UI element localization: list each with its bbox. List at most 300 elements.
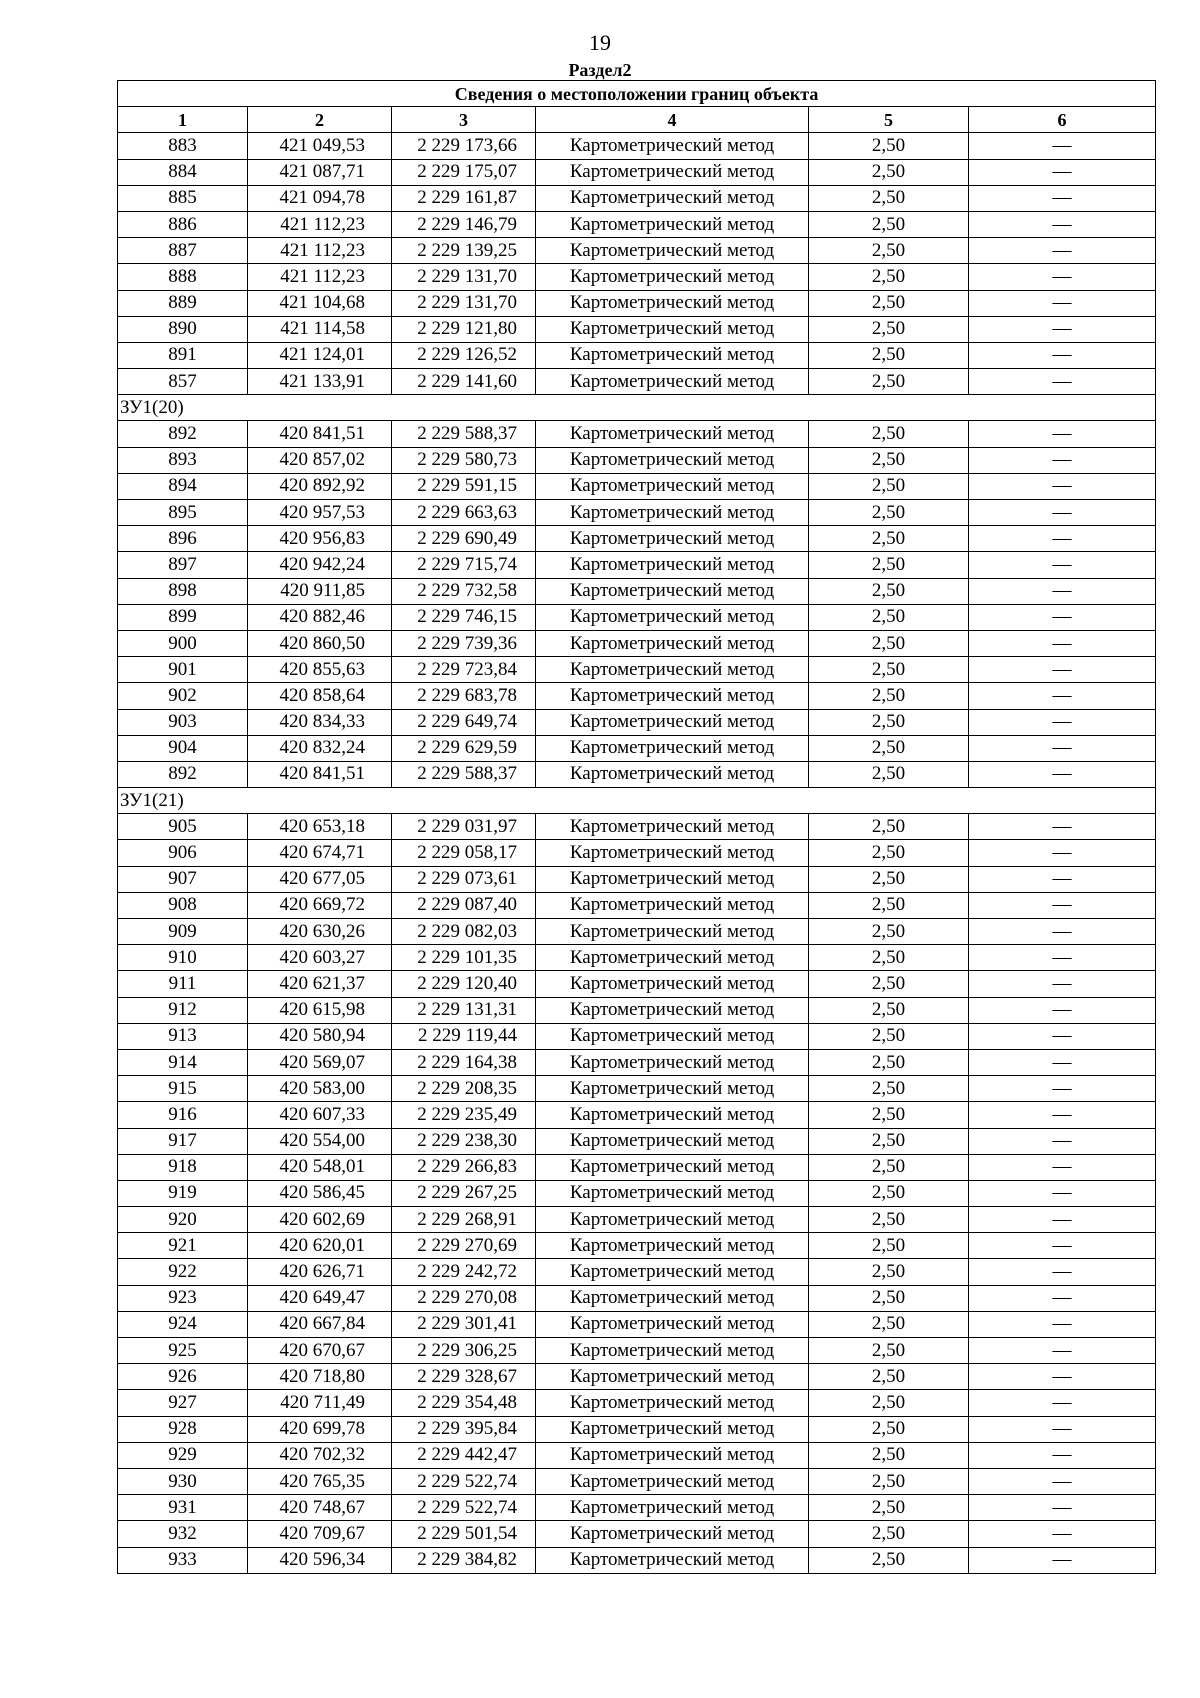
point-number-cell: 933 bbox=[118, 1547, 248, 1573]
method-cell: Картометрический метод bbox=[536, 1207, 809, 1233]
note-cell: — bbox=[969, 342, 1156, 368]
accuracy-cell: 2,50 bbox=[809, 630, 969, 656]
y-coordinate-cell: 2 229 175,07 bbox=[392, 159, 536, 185]
note-cell: — bbox=[969, 369, 1156, 395]
y-coordinate-cell: 2 229 301,41 bbox=[392, 1311, 536, 1337]
table-row bbox=[118, 264, 1156, 290]
y-coordinate-cell: 2 229 501,54 bbox=[392, 1521, 536, 1547]
point-number-cell: 905 bbox=[118, 814, 248, 840]
accuracy-cell: 2,50 bbox=[809, 840, 969, 866]
x-coordinate-cell: 420 677,05 bbox=[248, 866, 392, 892]
table-row bbox=[118, 683, 1156, 709]
point-number-cell: 888 bbox=[118, 264, 248, 290]
group-label: ЗУ1(21) bbox=[118, 788, 1156, 814]
table-row bbox=[118, 1259, 1156, 1285]
note-cell: — bbox=[969, 316, 1156, 342]
method-cell: Картометрический метод bbox=[536, 604, 809, 630]
accuracy-cell: 2,50 bbox=[809, 1416, 969, 1442]
accuracy-cell: 2,50 bbox=[809, 657, 969, 683]
accuracy-cell: 2,50 bbox=[809, 1180, 969, 1206]
table-row bbox=[118, 578, 1156, 604]
method-cell: Картометрический метод bbox=[536, 500, 809, 526]
x-coordinate-cell: 421 112,23 bbox=[248, 211, 392, 237]
method-cell: Картометрический метод bbox=[536, 578, 809, 604]
note-cell: — bbox=[969, 971, 1156, 997]
y-coordinate-cell: 2 229 139,25 bbox=[392, 238, 536, 264]
accuracy-cell: 2,50 bbox=[809, 578, 969, 604]
point-number-cell: 920 bbox=[118, 1207, 248, 1233]
x-coordinate-cell: 420 554,00 bbox=[248, 1128, 392, 1154]
point-number-cell: 906 bbox=[118, 840, 248, 866]
note-cell: — bbox=[969, 814, 1156, 840]
x-coordinate-cell: 420 765,35 bbox=[248, 1468, 392, 1494]
method-cell: Картометрический метод bbox=[536, 1154, 809, 1180]
accuracy-cell: 2,50 bbox=[809, 761, 969, 787]
accuracy-cell: 2,50 bbox=[809, 1049, 969, 1075]
accuracy-cell: 2,50 bbox=[809, 552, 969, 578]
point-number-cell: 932 bbox=[118, 1521, 248, 1547]
accuracy-cell: 2,50 bbox=[809, 604, 969, 630]
x-coordinate-cell: 420 858,64 bbox=[248, 683, 392, 709]
point-number-cell: 928 bbox=[118, 1416, 248, 1442]
y-coordinate-cell: 2 229 306,25 bbox=[392, 1338, 536, 1364]
note-cell: — bbox=[969, 761, 1156, 787]
table-row bbox=[118, 552, 1156, 578]
method-cell: Картометрический метод bbox=[536, 683, 809, 709]
method-cell: Картометрический метод bbox=[536, 133, 809, 159]
y-coordinate-cell: 2 229 164,38 bbox=[392, 1049, 536, 1075]
note-cell: — bbox=[969, 1180, 1156, 1206]
point-number-cell: 886 bbox=[118, 211, 248, 237]
accuracy-cell: 2,50 bbox=[809, 1128, 969, 1154]
y-coordinate-cell: 2 229 588,37 bbox=[392, 761, 536, 787]
accuracy-cell: 2,50 bbox=[809, 1023, 969, 1049]
group-label: ЗУ1(20) bbox=[118, 395, 1156, 421]
point-number-cell: 921 bbox=[118, 1233, 248, 1259]
accuracy-cell: 2,50 bbox=[809, 369, 969, 395]
y-coordinate-cell: 2 229 270,69 bbox=[392, 1233, 536, 1259]
x-coordinate-cell: 420 702,32 bbox=[248, 1442, 392, 1468]
method-cell: Картометрический метод bbox=[536, 945, 809, 971]
note-cell: — bbox=[969, 1364, 1156, 1390]
note-cell: — bbox=[969, 1128, 1156, 1154]
point-number-cell: 917 bbox=[118, 1128, 248, 1154]
point-number-cell: 907 bbox=[118, 866, 248, 892]
method-cell: Картометрический метод bbox=[536, 473, 809, 499]
x-coordinate-cell: 421 114,58 bbox=[248, 316, 392, 342]
accuracy-cell: 2,50 bbox=[809, 683, 969, 709]
accuracy-cell: 2,50 bbox=[809, 133, 969, 159]
method-cell: Картометрический метод bbox=[536, 1338, 809, 1364]
y-coordinate-cell: 2 229 119,44 bbox=[392, 1023, 536, 1049]
method-cell: Картометрический метод bbox=[536, 316, 809, 342]
note-cell: — bbox=[969, 578, 1156, 604]
y-coordinate-cell: 2 229 715,74 bbox=[392, 552, 536, 578]
table-row bbox=[118, 657, 1156, 683]
x-coordinate-cell: 420 841,51 bbox=[248, 421, 392, 447]
x-coordinate-cell: 421 112,23 bbox=[248, 238, 392, 264]
note-cell: — bbox=[969, 500, 1156, 526]
accuracy-cell: 2,50 bbox=[809, 159, 969, 185]
table-row bbox=[118, 1521, 1156, 1547]
accuracy-cell: 2,50 bbox=[809, 1259, 969, 1285]
note-cell: — bbox=[969, 866, 1156, 892]
table-row bbox=[118, 1233, 1156, 1259]
note-cell: — bbox=[969, 919, 1156, 945]
y-coordinate-cell: 2 229 126,52 bbox=[392, 342, 536, 368]
method-cell: Картометрический метод bbox=[536, 264, 809, 290]
point-number-cell: 915 bbox=[118, 1076, 248, 1102]
x-coordinate-cell: 420 548,01 bbox=[248, 1154, 392, 1180]
x-coordinate-cell: 420 942,24 bbox=[248, 552, 392, 578]
accuracy-cell: 2,50 bbox=[809, 1285, 969, 1311]
table-row bbox=[118, 971, 1156, 997]
y-coordinate-cell: 2 229 242,72 bbox=[392, 1259, 536, 1285]
point-number-cell: 903 bbox=[118, 709, 248, 735]
table-row bbox=[118, 604, 1156, 630]
method-cell: Картометрический метод bbox=[536, 552, 809, 578]
y-coordinate-cell: 2 229 732,58 bbox=[392, 578, 536, 604]
method-cell: Картометрический метод bbox=[536, 369, 809, 395]
note-cell: — bbox=[969, 683, 1156, 709]
x-coordinate-cell: 420 630,26 bbox=[248, 919, 392, 945]
method-cell: Картометрический метод bbox=[536, 159, 809, 185]
point-number-cell: 897 bbox=[118, 552, 248, 578]
point-number-cell: 916 bbox=[118, 1102, 248, 1128]
note-cell: — bbox=[969, 1468, 1156, 1494]
x-coordinate-cell: 420 669,72 bbox=[248, 892, 392, 918]
point-number-cell: 892 bbox=[118, 421, 248, 447]
point-number-cell: 929 bbox=[118, 1442, 248, 1468]
point-number-cell: 912 bbox=[118, 997, 248, 1023]
y-coordinate-cell: 2 229 690,49 bbox=[392, 526, 536, 552]
point-number-cell: 893 bbox=[118, 447, 248, 473]
note-cell: — bbox=[969, 133, 1156, 159]
note-cell: — bbox=[969, 447, 1156, 473]
table-row bbox=[118, 447, 1156, 473]
table-row bbox=[118, 630, 1156, 656]
y-coordinate-cell: 2 229 121,80 bbox=[392, 316, 536, 342]
x-coordinate-cell: 420 748,67 bbox=[248, 1495, 392, 1521]
x-coordinate-cell: 421 049,53 bbox=[248, 133, 392, 159]
point-number-cell: 930 bbox=[118, 1468, 248, 1494]
column-header: 3 bbox=[392, 107, 536, 133]
x-coordinate-cell: 420 602,69 bbox=[248, 1207, 392, 1233]
accuracy-cell: 2,50 bbox=[809, 709, 969, 735]
point-number-cell: 891 bbox=[118, 342, 248, 368]
table-row bbox=[118, 866, 1156, 892]
table-row bbox=[118, 1547, 1156, 1573]
y-coordinate-cell: 2 229 235,49 bbox=[392, 1102, 536, 1128]
y-coordinate-cell: 2 229 663,63 bbox=[392, 500, 536, 526]
method-cell: Картометрический метод bbox=[536, 657, 809, 683]
y-coordinate-cell: 2 229 629,59 bbox=[392, 735, 536, 761]
y-coordinate-cell: 2 229 746,15 bbox=[392, 604, 536, 630]
point-number-cell: 909 bbox=[118, 919, 248, 945]
accuracy-cell: 2,50 bbox=[809, 1495, 969, 1521]
y-coordinate-cell: 2 229 580,73 bbox=[392, 447, 536, 473]
accuracy-cell: 2,50 bbox=[809, 1154, 969, 1180]
x-coordinate-cell: 420 583,00 bbox=[248, 1076, 392, 1102]
accuracy-cell: 2,50 bbox=[809, 290, 969, 316]
point-number-cell: 931 bbox=[118, 1495, 248, 1521]
method-cell: Картометрический метод bbox=[536, 1285, 809, 1311]
y-coordinate-cell: 2 229 270,08 bbox=[392, 1285, 536, 1311]
method-cell: Картометрический метод bbox=[536, 814, 809, 840]
point-number-cell: 925 bbox=[118, 1338, 248, 1364]
table-row bbox=[118, 369, 1156, 395]
accuracy-cell: 2,50 bbox=[809, 1442, 969, 1468]
note-cell: — bbox=[969, 473, 1156, 499]
y-coordinate-cell: 2 229 031,97 bbox=[392, 814, 536, 840]
x-coordinate-cell: 420 649,47 bbox=[248, 1285, 392, 1311]
y-coordinate-cell: 2 229 087,40 bbox=[392, 892, 536, 918]
accuracy-cell: 2,50 bbox=[809, 919, 969, 945]
note-cell: — bbox=[969, 997, 1156, 1023]
note-cell: — bbox=[969, 1154, 1156, 1180]
accuracy-cell: 2,50 bbox=[809, 211, 969, 237]
y-coordinate-cell: 2 229 522,74 bbox=[392, 1468, 536, 1494]
method-cell: Картометрический метод bbox=[536, 1364, 809, 1390]
point-number-cell: 892 bbox=[118, 761, 248, 787]
point-number-cell: 914 bbox=[118, 1049, 248, 1075]
y-coordinate-cell: 2 229 723,84 bbox=[392, 657, 536, 683]
note-cell: — bbox=[969, 630, 1156, 656]
y-coordinate-cell: 2 229 267,25 bbox=[392, 1180, 536, 1206]
y-coordinate-cell: 2 229 442,47 bbox=[392, 1442, 536, 1468]
note-cell: — bbox=[969, 185, 1156, 211]
method-cell: Картометрический метод bbox=[536, 1311, 809, 1337]
table-row bbox=[118, 814, 1156, 840]
x-coordinate-cell: 420 709,67 bbox=[248, 1521, 392, 1547]
y-coordinate-cell: 2 229 268,91 bbox=[392, 1207, 536, 1233]
table-row bbox=[118, 709, 1156, 735]
table-row bbox=[118, 1076, 1156, 1102]
note-cell: — bbox=[969, 1338, 1156, 1364]
y-coordinate-cell: 2 229 146,79 bbox=[392, 211, 536, 237]
point-number-cell: 908 bbox=[118, 892, 248, 918]
method-cell: Картометрический метод bbox=[536, 238, 809, 264]
point-number-cell: 890 bbox=[118, 316, 248, 342]
y-coordinate-cell: 2 229 173,66 bbox=[392, 133, 536, 159]
x-coordinate-cell: 421 104,68 bbox=[248, 290, 392, 316]
point-number-cell: 895 bbox=[118, 500, 248, 526]
note-cell: — bbox=[969, 238, 1156, 264]
table-row bbox=[118, 1102, 1156, 1128]
table-row bbox=[118, 735, 1156, 761]
table-row bbox=[118, 421, 1156, 447]
y-coordinate-cell: 2 229 591,15 bbox=[392, 473, 536, 499]
note-cell: — bbox=[969, 1521, 1156, 1547]
method-cell: Картометрический метод bbox=[536, 1390, 809, 1416]
point-number-cell: 884 bbox=[118, 159, 248, 185]
y-coordinate-cell: 2 229 131,70 bbox=[392, 264, 536, 290]
group-header-row bbox=[118, 395, 1156, 421]
table-row bbox=[118, 1311, 1156, 1337]
accuracy-cell: 2,50 bbox=[809, 1076, 969, 1102]
note-cell: — bbox=[969, 421, 1156, 447]
accuracy-cell: 2,50 bbox=[809, 342, 969, 368]
method-cell: Картометрический метод bbox=[536, 526, 809, 552]
x-coordinate-cell: 421 133,91 bbox=[248, 369, 392, 395]
accuracy-cell: 2,50 bbox=[809, 892, 969, 918]
table-row bbox=[118, 211, 1156, 237]
accuracy-cell: 2,50 bbox=[809, 1390, 969, 1416]
x-coordinate-cell: 420 670,67 bbox=[248, 1338, 392, 1364]
y-coordinate-cell: 2 229 131,31 bbox=[392, 997, 536, 1023]
method-cell: Картометрический метод bbox=[536, 1076, 809, 1102]
table-row bbox=[118, 1128, 1156, 1154]
accuracy-cell: 2,50 bbox=[809, 971, 969, 997]
method-cell: Картометрический метод bbox=[536, 840, 809, 866]
method-cell: Картометрический метод bbox=[536, 211, 809, 237]
point-number-cell: 910 bbox=[118, 945, 248, 971]
x-coordinate-cell: 420 711,49 bbox=[248, 1390, 392, 1416]
table-row bbox=[118, 1154, 1156, 1180]
page-number: 19 bbox=[589, 30, 611, 55]
y-coordinate-cell: 2 229 739,36 bbox=[392, 630, 536, 656]
method-cell: Картометрический метод bbox=[536, 866, 809, 892]
accuracy-cell: 2,50 bbox=[809, 526, 969, 552]
method-cell: Картометрический метод bbox=[536, 1023, 809, 1049]
x-coordinate-cell: 420 957,53 bbox=[248, 500, 392, 526]
point-number-cell: 911 bbox=[118, 971, 248, 997]
method-cell: Картометрический метод bbox=[536, 421, 809, 447]
table-row bbox=[118, 473, 1156, 499]
note-cell: — bbox=[969, 735, 1156, 761]
method-cell: Картометрический метод bbox=[536, 1049, 809, 1075]
table-row bbox=[118, 1338, 1156, 1364]
table-row bbox=[118, 526, 1156, 552]
x-coordinate-cell: 420 956,83 bbox=[248, 526, 392, 552]
point-number-cell: 899 bbox=[118, 604, 248, 630]
table-row bbox=[118, 1495, 1156, 1521]
y-coordinate-cell: 2 229 058,17 bbox=[392, 840, 536, 866]
table-row bbox=[118, 892, 1156, 918]
point-number-cell: 902 bbox=[118, 683, 248, 709]
x-coordinate-cell: 420 569,07 bbox=[248, 1049, 392, 1075]
method-cell: Картометрический метод bbox=[536, 290, 809, 316]
point-number-cell: 885 bbox=[118, 185, 248, 211]
note-cell: — bbox=[969, 657, 1156, 683]
table-row bbox=[118, 290, 1156, 316]
note-cell: — bbox=[969, 1495, 1156, 1521]
point-number-cell: 918 bbox=[118, 1154, 248, 1180]
accuracy-cell: 2,50 bbox=[809, 866, 969, 892]
method-cell: Картометрический метод bbox=[536, 761, 809, 787]
accuracy-cell: 2,50 bbox=[809, 421, 969, 447]
method-cell: Картометрический метод bbox=[536, 1416, 809, 1442]
note-cell: — bbox=[969, 1049, 1156, 1075]
point-number-cell: 919 bbox=[118, 1180, 248, 1206]
x-coordinate-cell: 420 674,71 bbox=[248, 840, 392, 866]
method-cell: Картометрический метод bbox=[536, 630, 809, 656]
column-header: 2 bbox=[248, 107, 392, 133]
group-header-row bbox=[118, 788, 1156, 814]
y-coordinate-cell: 2 229 384,82 bbox=[392, 1547, 536, 1573]
section-label: Раздел2 bbox=[568, 60, 632, 80]
table-row bbox=[118, 238, 1156, 264]
note-cell: — bbox=[969, 1311, 1156, 1337]
note-cell: — bbox=[969, 1259, 1156, 1285]
x-coordinate-cell: 420 667,84 bbox=[248, 1311, 392, 1337]
method-cell: Картометрический метод bbox=[536, 735, 809, 761]
x-coordinate-cell: 420 834,33 bbox=[248, 709, 392, 735]
note-cell: — bbox=[969, 604, 1156, 630]
table-row bbox=[118, 1049, 1156, 1075]
accuracy-cell: 2,50 bbox=[809, 1102, 969, 1128]
x-coordinate-cell: 420 626,71 bbox=[248, 1259, 392, 1285]
point-number-cell: 901 bbox=[118, 657, 248, 683]
x-coordinate-cell: 420 860,50 bbox=[248, 630, 392, 656]
y-coordinate-cell: 2 229 082,03 bbox=[392, 919, 536, 945]
note-cell: — bbox=[969, 1102, 1156, 1128]
method-cell: Картометрический метод bbox=[536, 1547, 809, 1573]
accuracy-cell: 2,50 bbox=[809, 1521, 969, 1547]
x-coordinate-cell: 421 124,01 bbox=[248, 342, 392, 368]
method-cell: Картометрический метод bbox=[536, 997, 809, 1023]
x-coordinate-cell: 420 841,51 bbox=[248, 761, 392, 787]
note-cell: — bbox=[969, 945, 1156, 971]
table-row bbox=[118, 1285, 1156, 1311]
note-cell: — bbox=[969, 1285, 1156, 1311]
note-cell: — bbox=[969, 526, 1156, 552]
point-number-cell: 926 bbox=[118, 1364, 248, 1390]
table-row bbox=[118, 761, 1156, 787]
x-coordinate-cell: 420 832,24 bbox=[248, 735, 392, 761]
y-coordinate-cell: 2 229 073,61 bbox=[392, 866, 536, 892]
y-coordinate-cell: 2 229 395,84 bbox=[392, 1416, 536, 1442]
accuracy-cell: 2,50 bbox=[809, 1338, 969, 1364]
method-cell: Картометрический метод bbox=[536, 342, 809, 368]
accuracy-cell: 2,50 bbox=[809, 238, 969, 264]
column-header: 1 bbox=[118, 107, 248, 133]
accuracy-cell: 2,50 bbox=[809, 1207, 969, 1233]
table-row bbox=[118, 1390, 1156, 1416]
table-row bbox=[118, 1416, 1156, 1442]
accuracy-cell: 2,50 bbox=[809, 185, 969, 211]
accuracy-cell: 2,50 bbox=[809, 997, 969, 1023]
method-cell: Картометрический метод bbox=[536, 1233, 809, 1259]
point-number-cell: 900 bbox=[118, 630, 248, 656]
method-cell: Картометрический метод bbox=[536, 1442, 809, 1468]
x-coordinate-cell: 420 882,46 bbox=[248, 604, 392, 630]
note-cell: — bbox=[969, 290, 1156, 316]
x-coordinate-cell: 420 620,01 bbox=[248, 1233, 392, 1259]
method-cell: Картометрический метод bbox=[536, 1521, 809, 1547]
table-row bbox=[118, 316, 1156, 342]
accuracy-cell: 2,50 bbox=[809, 473, 969, 499]
note-cell: — bbox=[969, 1076, 1156, 1102]
method-cell: Картометрический метод bbox=[536, 971, 809, 997]
table-row bbox=[118, 1468, 1156, 1494]
x-coordinate-cell: 420 615,98 bbox=[248, 997, 392, 1023]
method-cell: Картометрический метод bbox=[536, 1102, 809, 1128]
point-number-cell: 922 bbox=[118, 1259, 248, 1285]
accuracy-cell: 2,50 bbox=[809, 1311, 969, 1337]
x-coordinate-cell: 420 855,63 bbox=[248, 657, 392, 683]
method-cell: Картометрический метод bbox=[536, 1259, 809, 1285]
x-coordinate-cell: 420 857,02 bbox=[248, 447, 392, 473]
note-cell: — bbox=[969, 1233, 1156, 1259]
accuracy-cell: 2,50 bbox=[809, 1468, 969, 1494]
accuracy-cell: 2,50 bbox=[809, 1364, 969, 1390]
table-caption: Сведения о местоположении границ объекта bbox=[118, 81, 1156, 107]
table-row bbox=[118, 342, 1156, 368]
method-cell: Картометрический метод bbox=[536, 185, 809, 211]
table-row bbox=[118, 133, 1156, 159]
note-cell: — bbox=[969, 892, 1156, 918]
